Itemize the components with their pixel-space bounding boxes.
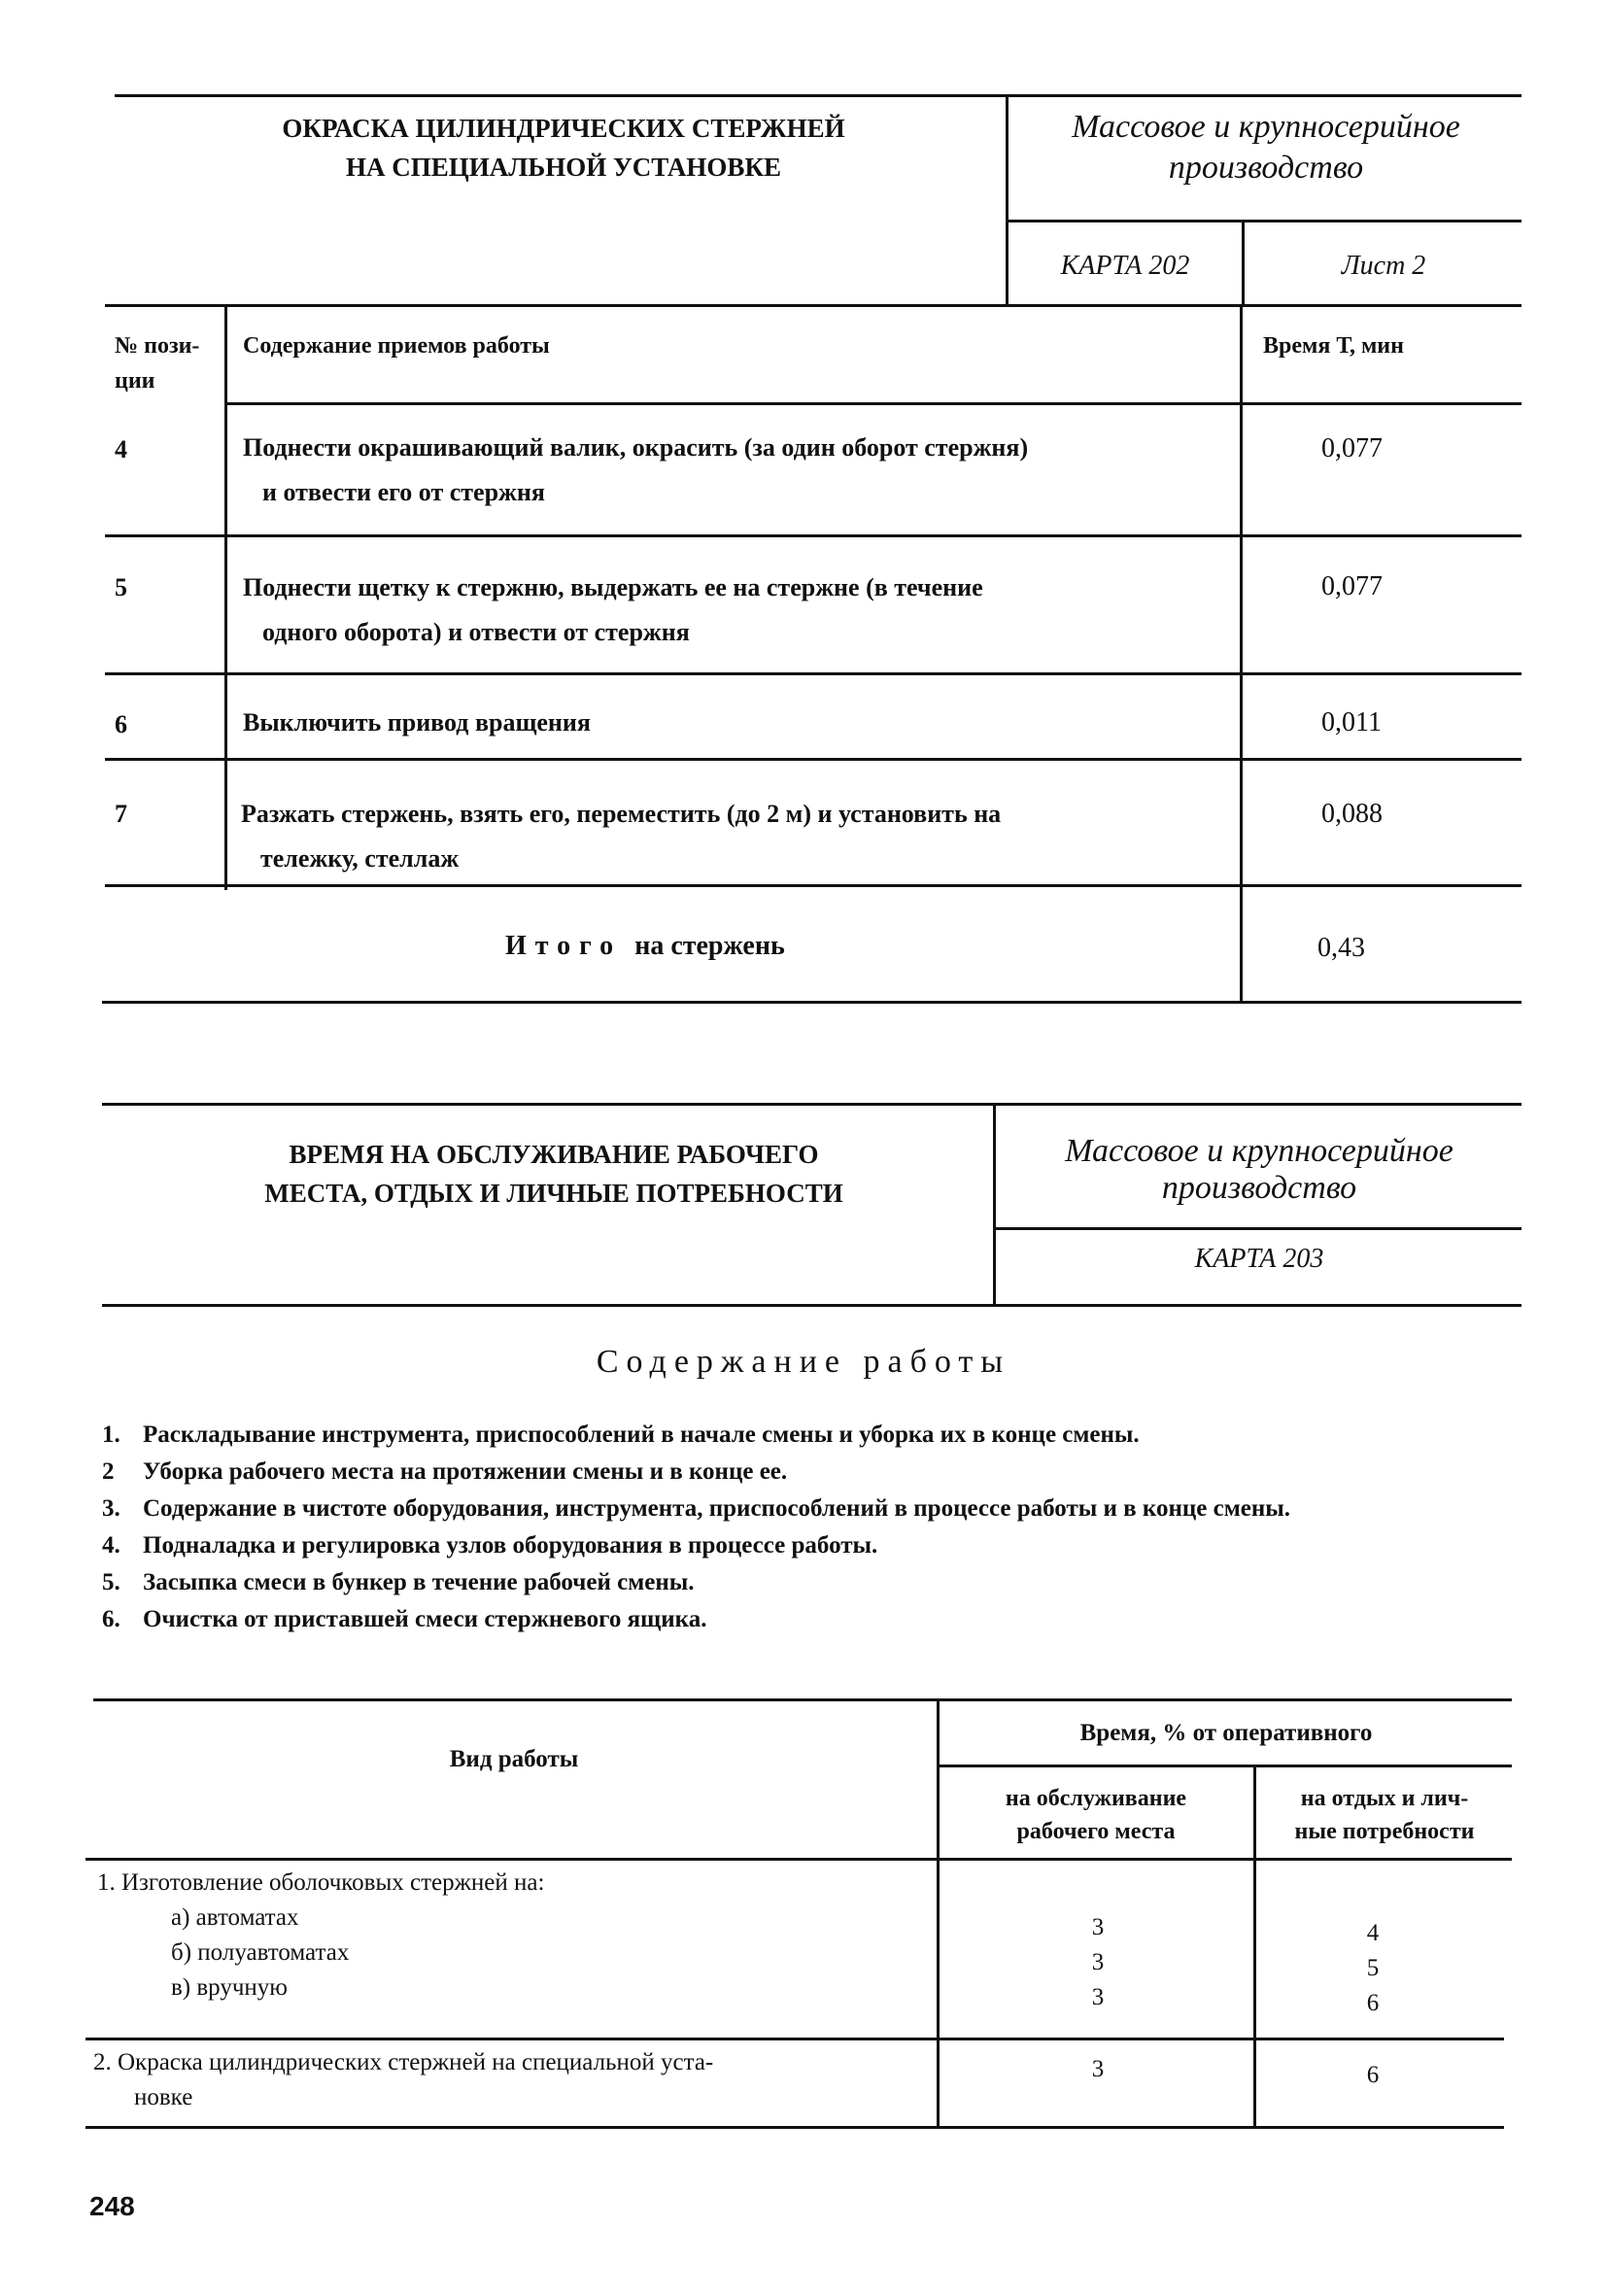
rule xyxy=(993,1103,996,1307)
table-row-title xyxy=(93,2045,713,2115)
header-content: Содержание приемов работы xyxy=(243,333,550,359)
rest-value: 5 xyxy=(1366,1955,1380,1981)
row-position: 4 xyxy=(115,435,127,463)
row-content xyxy=(243,565,983,655)
rule xyxy=(85,2126,1504,2129)
list-text: Раскладывание инструмента, приспособлений в начале смены и уборка их в конце смены. xyxy=(143,1422,1140,1448)
rule xyxy=(115,94,1522,97)
rest-value: 4 xyxy=(1366,1920,1380,1946)
sheet-number: Лист 2 xyxy=(1341,251,1426,281)
row-content-line: тележку, стеллаж xyxy=(260,844,460,873)
row-time: 0,077 xyxy=(1321,433,1383,463)
rule xyxy=(1006,220,1522,223)
production-line: производство xyxy=(1168,150,1364,186)
list-number: 6. xyxy=(102,1606,120,1632)
rule xyxy=(85,2038,1504,2040)
rule xyxy=(105,758,1522,761)
rule xyxy=(937,1765,1512,1767)
production-type xyxy=(1010,107,1522,188)
row-content-line: одного оборота) и отвести от стержня xyxy=(262,618,690,646)
row-time: 0,077 xyxy=(1321,571,1383,601)
rule xyxy=(993,1227,1522,1230)
header-line: рабочего места xyxy=(1016,1819,1176,1844)
rule xyxy=(105,884,1522,887)
rule xyxy=(1242,220,1245,306)
row-position: 5 xyxy=(115,573,127,601)
card-number: КАРТА 202 xyxy=(1060,251,1190,281)
rule xyxy=(85,1858,1512,1861)
content-heading: Содержание работы xyxy=(596,1344,1011,1380)
production-line: Массовое и крупносерийное xyxy=(1065,1133,1453,1169)
rule xyxy=(1006,94,1009,306)
row-position: 6 xyxy=(115,710,127,738)
row-position: 7 xyxy=(115,800,127,828)
card-title-line: НА СПЕЦИАЛЬНОЙ УСТАНОВКЕ xyxy=(345,153,782,182)
rest-value: 6 xyxy=(1366,2062,1380,2088)
rule xyxy=(102,1001,1522,1004)
rule xyxy=(102,1304,1522,1307)
list-number: 4. xyxy=(102,1532,120,1559)
sub-label: б) полуавтоматах xyxy=(171,1939,350,1966)
header-position xyxy=(115,328,222,398)
rule xyxy=(224,304,227,890)
production-type xyxy=(997,1133,1522,1207)
rule xyxy=(105,534,1522,537)
table-row-title: 1. Изготовление оболочковых стержней на: xyxy=(97,1869,545,1896)
row-content-line: Поднести щетку к стержню, выдержать ее на стержне (в течение xyxy=(243,573,983,601)
list-number: 1. xyxy=(102,1422,120,1448)
list-text: Содержание в чистоте оборудования, инструмента, приспособлений в процессе работы и в конце смены. xyxy=(143,1495,1291,1522)
rule xyxy=(105,672,1522,675)
list-item xyxy=(102,1527,1511,1564)
row-title-line: 2. Окраска цилиндрических стержней на специальной уста- xyxy=(93,2049,714,2075)
row-time: 0,011 xyxy=(1321,707,1382,737)
total-label-rest: на стержень xyxy=(634,931,785,961)
header-time: Время Т, мин xyxy=(1263,333,1404,359)
list-text: Очистка от приставшей смеси стержневого ящика. xyxy=(143,1606,707,1632)
service-value: 3 xyxy=(1091,1949,1105,1975)
card-title-line: МЕСТА, ОТДЫХ И ЛИЧНЫЕ ПОТРЕБНОСТИ xyxy=(264,1179,843,1208)
sub-label: в) вручную xyxy=(171,1974,288,2001)
row-content-line: Разжать стержень, взять его, переместить (до 2 м) и установить на xyxy=(241,800,1002,828)
rule xyxy=(1240,304,1243,1002)
header-rest xyxy=(1257,1782,1512,1848)
rule xyxy=(93,1698,1512,1701)
card-title-line: ВРЕМЯ НА ОБСЛУЖИВАНИЕ РАБОЧЕГО xyxy=(289,1140,819,1169)
header-line: ции xyxy=(115,368,155,394)
service-value: 3 xyxy=(1091,2056,1105,2082)
list-item xyxy=(102,1601,1511,1638)
row-content-line: Поднести окрашивающий валик, окрасить (за один оборот стержня) xyxy=(243,433,1029,462)
row-content: Выключить привод вращения xyxy=(243,708,591,737)
rule xyxy=(937,1698,940,2128)
rule xyxy=(224,402,1522,405)
page-number: 248 xyxy=(89,2191,135,2221)
header-kind: Вид работы xyxy=(449,1746,579,1772)
row-content xyxy=(241,792,1001,881)
header-line: № пози- xyxy=(115,333,200,359)
header-line: ные потребности xyxy=(1294,1819,1475,1844)
card-title-line: ОКРАСКА ЦИЛИНДРИЧЕСКИХ СТЕРЖНЕЙ xyxy=(282,114,845,143)
rule xyxy=(102,1103,1522,1106)
total-label-spaced: Итого xyxy=(505,931,623,961)
list-item xyxy=(102,1564,1511,1601)
total-label xyxy=(505,931,785,962)
header-service xyxy=(940,1782,1251,1848)
row-title-line: новке xyxy=(134,2084,193,2110)
rule xyxy=(105,304,1522,307)
list-item xyxy=(102,1417,1511,1454)
list-text: Подналадка и регулировка узлов оборудования в процессе работы. xyxy=(143,1532,878,1559)
row-time: 0,088 xyxy=(1321,799,1383,829)
sub-label: а) автоматах xyxy=(171,1904,299,1931)
list-text: Засыпка смеси в бункер в течение рабочей смены. xyxy=(143,1569,695,1595)
production-line: производство xyxy=(1161,1170,1357,1206)
service-value: 3 xyxy=(1091,1914,1105,1940)
list-item xyxy=(102,1491,1511,1527)
list-number: 2 xyxy=(102,1458,115,1485)
card-number: КАРТА 203 xyxy=(1194,1244,1324,1274)
header-line: на отдых и лич- xyxy=(1300,1786,1469,1811)
list-text: Уборка рабочего места на протяжении смены и в конце ее. xyxy=(143,1458,788,1485)
header-time: Время, % от оперативного xyxy=(1079,1720,1373,1746)
header-line: на обслуживание xyxy=(1005,1786,1187,1811)
rest-value: 6 xyxy=(1366,1990,1380,2016)
card-title xyxy=(146,109,981,187)
list-number: 3. xyxy=(102,1495,120,1522)
total-value: 0,43 xyxy=(1317,933,1365,963)
row-content xyxy=(243,426,1028,515)
rule xyxy=(1253,1765,1256,2128)
list-number: 5. xyxy=(102,1569,120,1595)
work-list xyxy=(102,1417,1511,1638)
row-content-line: и отвести его от стержня xyxy=(262,478,545,506)
card-title xyxy=(136,1135,972,1213)
production-line: Массовое и крупносерийное xyxy=(1072,109,1460,145)
list-item xyxy=(102,1454,1511,1491)
service-value: 3 xyxy=(1091,1984,1105,2010)
